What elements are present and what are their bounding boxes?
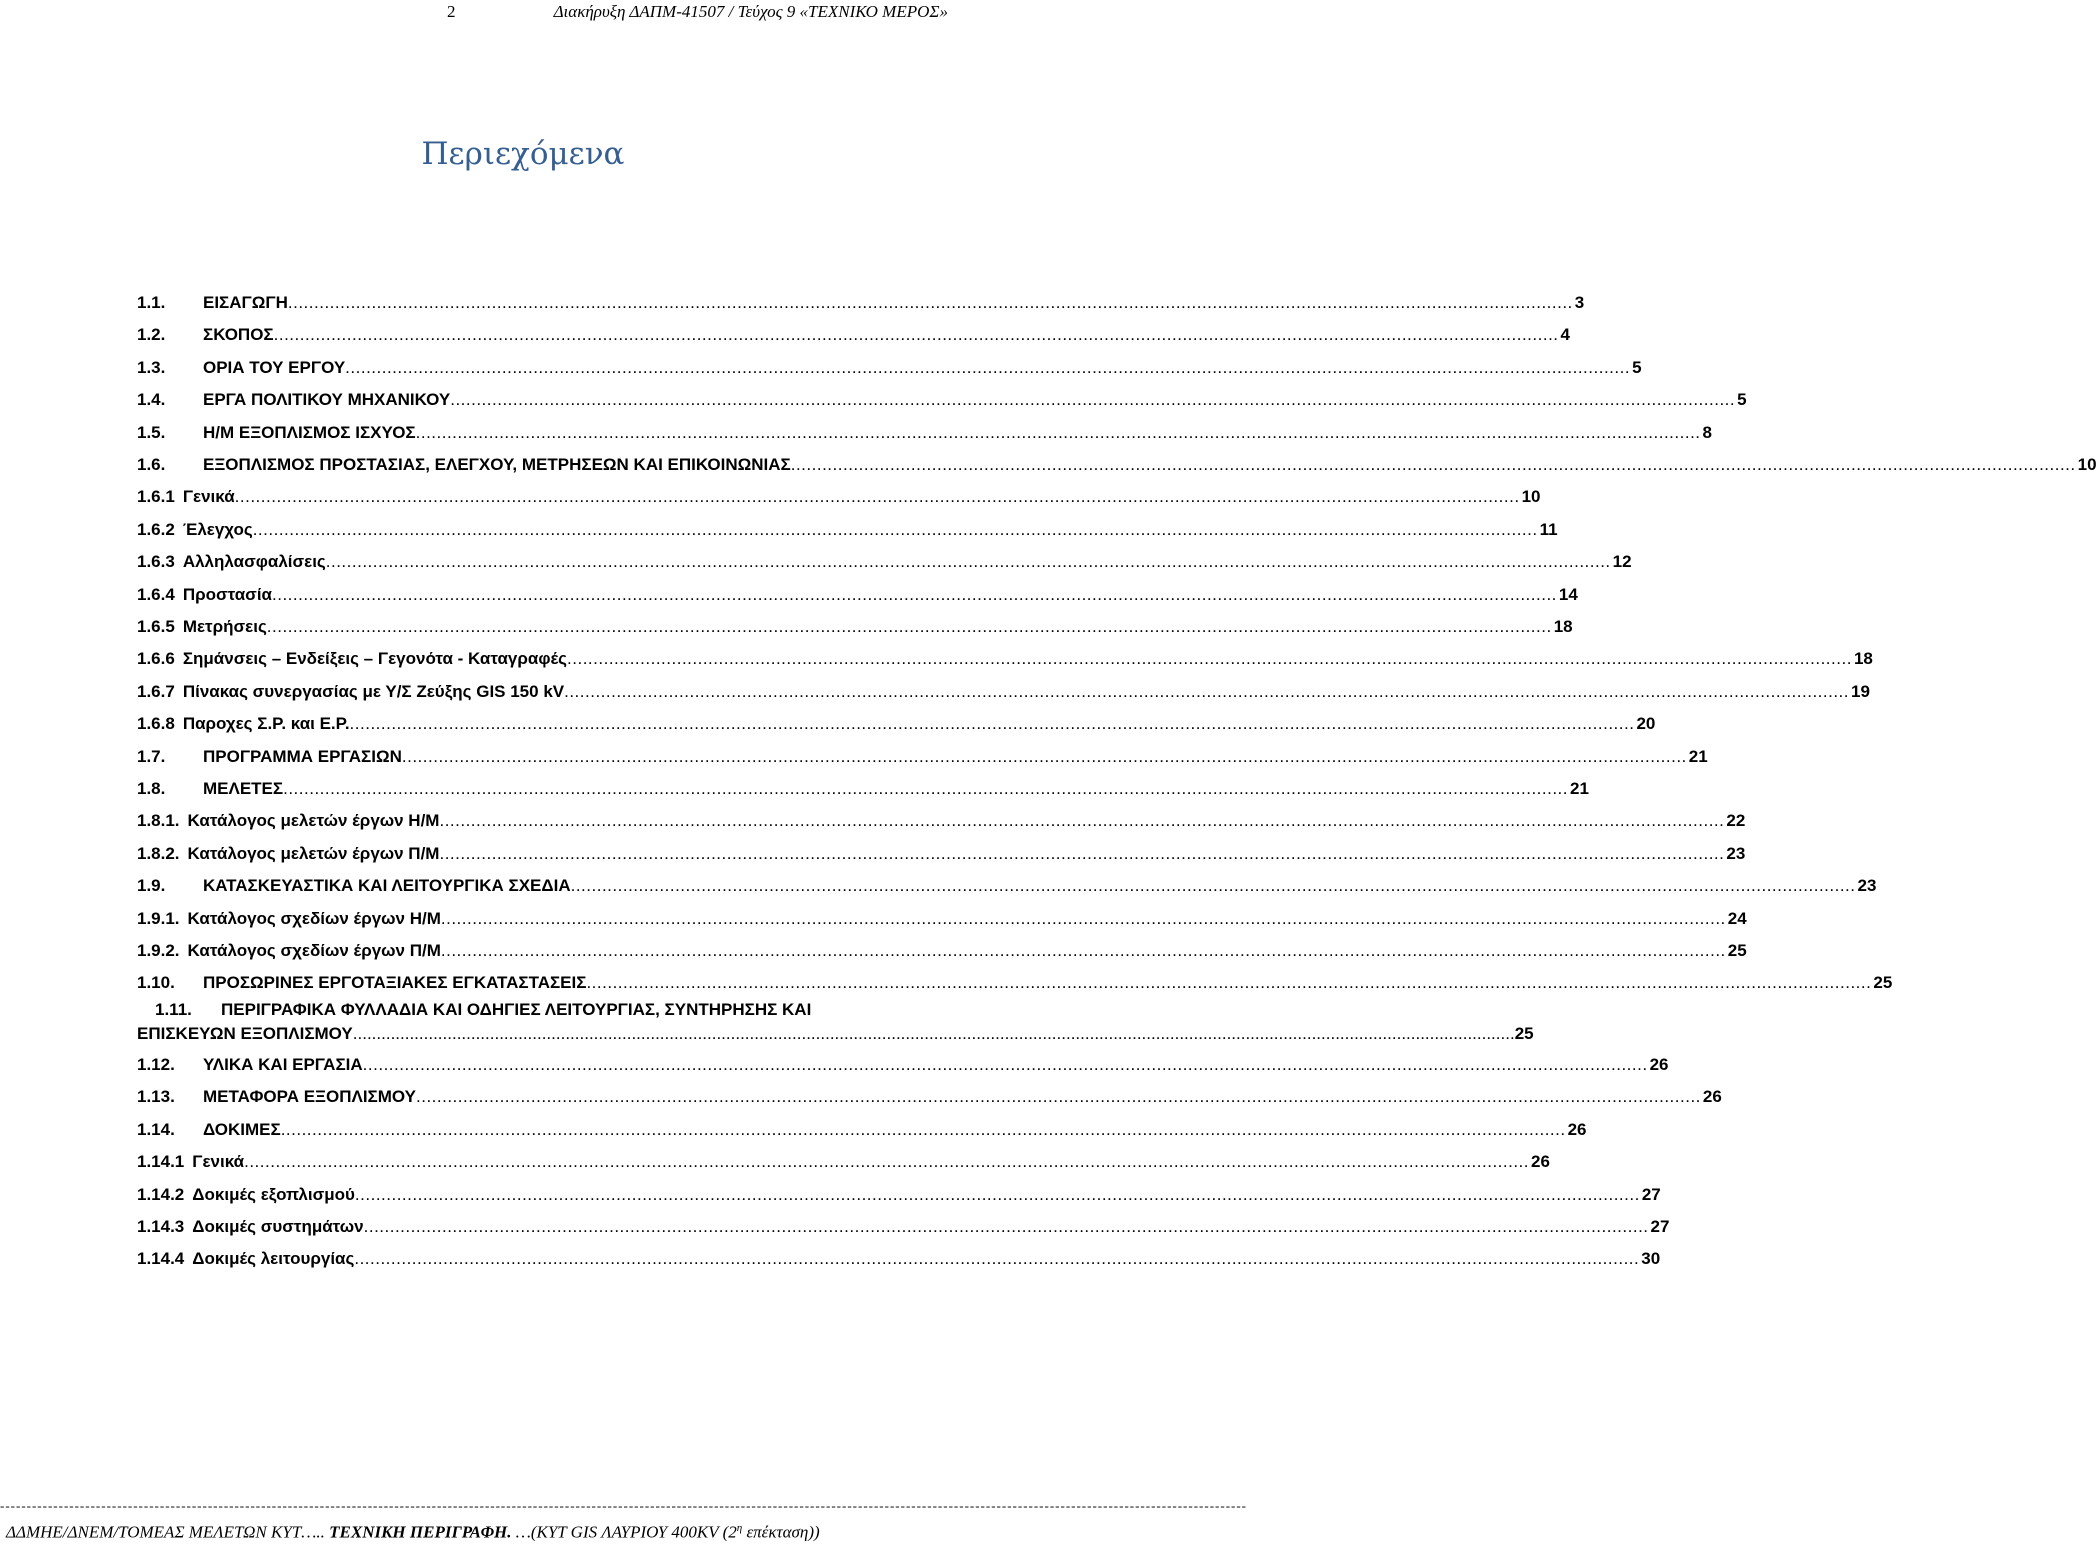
toc-entry-number: 1.9.2. (137, 941, 180, 960)
toc-title: Περιεχόμενα (421, 136, 625, 172)
toc-entry-number: 1.8. (137, 779, 166, 798)
toc-leader-dots (586, 973, 1871, 993)
toc-entry-number: 1.5. (137, 422, 166, 442)
toc-entry-page: 21 (1688, 746, 1708, 766)
toc-leader-dots (354, 1249, 1639, 1269)
toc-leader-dots (439, 844, 1724, 864)
toc-leader-dots (441, 941, 1726, 961)
toc-entry-number: 1.6.8 (137, 714, 175, 734)
toc-entry-number: 1.1. (137, 293, 166, 312)
toc-entry[interactable] (137, 811, 1746, 833)
toc-entry-title: ΥΛΙΚΑ ΚΑΙ ΕΡΓΑΣΙΑ (203, 1055, 363, 1074)
toc-entry-page: 5 (1632, 357, 1642, 377)
toc-entry-page: 26 (1531, 1152, 1550, 1172)
toc-entry-title: ΕΙΣΑΓΩΓΗ (203, 293, 288, 312)
toc-entry[interactable] (137, 714, 1656, 736)
toc-entry[interactable] (137, 681, 1870, 704)
toc-entry[interactable] (137, 422, 1712, 445)
toc-entry-page: 5 (1737, 390, 1747, 410)
document-reference: Διακήρυξη ΔΑΠΜ-41507 / Τεύχος 9 «ΤΕΧΝΙΚΟ ΜΕΡΟΣ» (553, 2, 948, 21)
toc-entry-title: Δοκιμές λειτουργίας (192, 1249, 355, 1269)
toc-entry-page: 24 (1727, 908, 1747, 928)
toc-entry-page: 27 (1641, 1184, 1661, 1204)
toc-entry-page: 3 (1574, 293, 1585, 312)
toc-entry-number: 1.14. (137, 1119, 175, 1139)
toc-entry-page: 19 (1851, 681, 1870, 701)
toc-leader-dots (353, 1024, 1515, 1044)
toc-entry-number: 1.14.4 (137, 1249, 185, 1269)
toc-leader-dots (450, 390, 1735, 410)
toc-entry[interactable] (137, 1119, 1587, 1142)
toc-leader-dots (253, 520, 1538, 540)
toc-entry[interactable] (137, 941, 1747, 963)
toc-entry[interactable] (137, 617, 1573, 639)
toc-entry-page: 8 (1702, 422, 1712, 442)
toc-leader-dots (363, 1055, 1648, 1075)
toc-entry-number: 1.4. (137, 390, 166, 410)
toc-entry[interactable] (137, 908, 1747, 931)
toc-entry-title: Έλεγχος (182, 519, 253, 539)
toc-leader-dots (416, 423, 1701, 443)
toc-entry-title: Πίνακας συνεργασίας με Υ/Σ Ζεύξης GIS 150 kV (182, 681, 565, 701)
toc-entry[interactable] (137, 843, 1746, 866)
toc-entry-title: Κατάλογος μελετών έργων Π/Μ (187, 843, 440, 863)
toc-entry[interactable] (137, 876, 1877, 898)
toc-entry-page: 20 (1636, 714, 1656, 734)
toc-entry-page: 26 (1649, 1055, 1669, 1074)
toc-entry-title: Αλληλασφαλίσεις (182, 552, 326, 572)
toc-entry-title: Γενικά (192, 1152, 245, 1172)
toc-leader-dots (564, 682, 1849, 702)
toc-entry-page: 23 (1726, 843, 1746, 863)
toc-entry-page: 26 (1702, 1087, 1722, 1107)
toc-entry-title: Γενικά (182, 487, 235, 507)
toc-entry-number: 1.2. (137, 325, 166, 345)
toc-entry-page: 11 (1539, 519, 1558, 539)
toc-entry-page: 14 (1558, 584, 1578, 604)
toc-entry[interactable] (137, 325, 1570, 347)
toc-leader-dots (355, 1185, 1640, 1205)
toc-entry-title: Παροχες Σ.Ρ. και Ε.Ρ. (182, 714, 350, 734)
toc-entry[interactable] (137, 649, 1873, 671)
toc-entry-number: 1.11. (155, 1000, 192, 1019)
toc-leader-dots (288, 293, 1573, 313)
toc-entry-number: 1.14.1 (137, 1152, 185, 1172)
toc-entry[interactable] (137, 746, 1708, 769)
toc-leader-dots (350, 714, 1635, 734)
toc-entry-title: ΣΚΟΠΟΣ (203, 325, 274, 345)
toc-entry-page: 21 (1570, 779, 1589, 798)
toc-entry[interactable] (137, 455, 2097, 477)
toc-entry-number: 1.6.3 (137, 552, 175, 572)
toc-entry[interactable] (137, 779, 1589, 801)
toc-entry-number: 1.10. (137, 973, 175, 993)
toc-entry[interactable] (137, 552, 1632, 574)
toc-entry[interactable] (137, 390, 1747, 412)
toc-entry-title: ΔΟΚΙΜΕΣ (203, 1119, 281, 1139)
toc-entry-number: 1.9. (137, 876, 166, 896)
toc-entry-page: 18 (1553, 617, 1573, 636)
toc-leader-dots (364, 1217, 1649, 1237)
toc-leader-dots (283, 779, 1568, 799)
toc-entry-title: ΕΞΟΠΛΙΣΜΟΣ ΠΡΟΣΤΑΣΙΑΣ, ΕΛΕΓΧΟΥ, ΜΕΤΡΗΣΕΩΝ ΚΑΙ ΕΠΙΚΟΙΝΩΝΙΑΣ (203, 455, 791, 474)
toc-entry-title: ΠΕΡΙΓΡΑΦΙΚΑ ΦΥΛΛΑΔΙΑ ΚΑΙ ΟΔΗΓΙΕΣ ΛΕΙΤΟΥΡΓΙΑΣ, ΣΥΝΤΗΡΗΣΗΣ ΚΑΙ (221, 1000, 812, 1019)
toc-entry-number: 1.7. (137, 746, 166, 766)
toc-entry-title: Κατάλογος μελετών έργων Η/Μ (187, 811, 440, 831)
toc-entry-title: Σημάνσεις – Ενδείξεις – Γεγονότα - Καταγραφές (182, 649, 568, 669)
toc-entry-page: 10 (2077, 455, 2097, 474)
toc-entry[interactable] (137, 1055, 1669, 1077)
toc-entry-number: 1.6.2 (137, 519, 175, 539)
toc-entry-number: 1.14.2 (137, 1184, 185, 1204)
toc-entry[interactable] (137, 1152, 1550, 1174)
toc-leader-dots (571, 876, 1856, 896)
toc-entry-number: 1.6.7 (137, 681, 175, 701)
toc-entry-title: ΟΡΙΑ ΤΟΥ ΕΡΓΟΥ (203, 357, 346, 377)
toc-leader-dots (441, 909, 1726, 929)
toc-entry-page: 30 (1641, 1249, 1661, 1269)
toc-leader-dots (439, 811, 1724, 831)
toc-entry-number: 1.12. (137, 1055, 175, 1074)
toc-entry-number: 1.6.1 (137, 487, 175, 507)
toc-entry-title: Η/Μ ΕΞΟΠΛΙΣΜΟΣ ΙΣΧΥΟΣ (203, 422, 416, 442)
toc-entry[interactable] (137, 1184, 1661, 1207)
toc-leader-dots (274, 325, 1559, 345)
toc-entry-page: 23 (1857, 876, 1877, 896)
footer-text: ΔΔΜΗΕ/ΔΝΕΜ/ΤΟΜΕΑΣ ΜΕΛΕΤΩΝ ΚΥΤ….. ΤΕΧΝΙΚΗ ΠΕΡΙΓΡΑΦΗ. …(ΚΥΤ GIS ΛΑΥΡΙΟΥ 400KV ($2^\eta$ επέκταση)) (6, 1522, 820, 1542)
toc-entry-title-continued: ΕΠΙΣΚΕΥΩΝ ΕΞΟΠΛΙΣΜΟΥ (137, 1024, 353, 1043)
toc-leader-dots (791, 455, 2076, 475)
toc-leader-dots (272, 585, 1557, 605)
toc-entry-title: Δοκιμές εξοπλισμού (192, 1184, 355, 1204)
toc-entry-title: ΜΕΤΑΦΟΡΑ ΕΞΟΠΛΙΣΜΟΥ (203, 1087, 416, 1107)
toc-entry[interactable] (137, 357, 1642, 380)
toc-entry-title: Προστασία (182, 584, 272, 604)
page-footer (0, 1498, 1248, 1544)
toc-entry[interactable] (137, 1087, 1722, 1109)
toc-leader-dots (244, 1152, 1529, 1172)
toc-entry-number: 1.6.6 (137, 649, 175, 669)
toc-entry[interactable] (137, 487, 1541, 509)
toc-entry-number: 1.8.1. (137, 811, 180, 831)
toc-entry-title: Δοκιμές συστημάτων (192, 1217, 364, 1236)
toc-entry-number: 1.9.1. (137, 908, 180, 928)
toc-entry-page: 4 (1560, 325, 1570, 345)
toc-entry-title: ΠΡΟΣΩΡΙΝΕΣ ΕΡΓΟΤΑΞΙΑΚΕΣ ΕΓΚΑΤΑΣΤΑΣΕΙΣ (203, 973, 587, 993)
toc-entry-page: 27 (1650, 1217, 1670, 1236)
toc-entry-title: Κατάλογος σχεδίων έργων Η/Μ (187, 908, 441, 928)
toc-entry-title: ΕΡΓΑ ΠΟΛΙΤΙΚΟΥ ΜΗΧΑΝΙΚΟΥ (203, 390, 451, 410)
toc-entry-page: 10 (1521, 487, 1541, 507)
toc-entry[interactable] (137, 293, 1585, 315)
toc-entry-number: 1.14.3 (137, 1217, 185, 1236)
toc-entry-title: Μετρήσεις (182, 617, 267, 636)
toc-entry-number: 1.3. (137, 357, 166, 377)
toc-entry-number: 1.8.2. (137, 843, 180, 863)
toc-entry-title: ΜΕΛΕΤΕΣ (203, 779, 284, 798)
toc-leader-dots (567, 649, 1852, 669)
toc-entry-title: ΚΑΤΑΣΚΕΥΑΣΤΙΚΑ ΚΑΙ ΛΕΙΤΟΥΡΓΙΚΑ ΣΧΕΔΙΑ (203, 876, 571, 896)
toc-entry-number: 1.6.5 (137, 617, 175, 636)
toc-leader-dots (402, 747, 1687, 767)
toc-entry-page: 25 (1727, 941, 1747, 960)
toc-entry[interactable] (137, 1217, 1670, 1239)
toc-entry-page: 25 (1873, 973, 1893, 993)
toc-entry-page: 25 (1514, 1024, 1534, 1043)
toc-leader-dots (326, 552, 1611, 572)
toc-entry-page: 12 (1612, 552, 1632, 572)
toc-entry[interactable] (137, 1000, 1534, 1050)
toc-leader-dots (345, 358, 1630, 378)
toc-entry-page: 26 (1567, 1119, 1587, 1139)
toc-leader-dots (267, 617, 1552, 637)
toc-entry[interactable] (137, 1249, 1661, 1271)
toc-entry-title: ΠΡΟΓΡΑΜΜΑ ΕΡΓΑΣΙΩΝ (203, 746, 402, 766)
toc-entry-page: 18 (1853, 649, 1873, 669)
toc-entry-number: 1.6. (137, 455, 166, 474)
toc-leader-dots (235, 487, 1520, 507)
toc-leader-dots (416, 1087, 1701, 1107)
toc-leader-dots (281, 1120, 1566, 1140)
toc-entry-number: 1.13. (137, 1087, 175, 1107)
page-number: 2 (447, 2, 456, 21)
toc-entry[interactable] (137, 973, 1893, 995)
toc-entry-number: 1.6.4 (137, 584, 175, 604)
toc-entry-page: 22 (1726, 811, 1746, 831)
toc-entry[interactable] (137, 584, 1578, 607)
toc-entry-title: Κατάλογος σχεδίων έργων Π/Μ (187, 941, 441, 960)
footer-divider: ------------------------------------------------------------------------------------------------------------------------------------------------------------------------------------------------------------------------------------------ (0, 1498, 1248, 1513)
toc-entry[interactable] (137, 519, 1558, 542)
